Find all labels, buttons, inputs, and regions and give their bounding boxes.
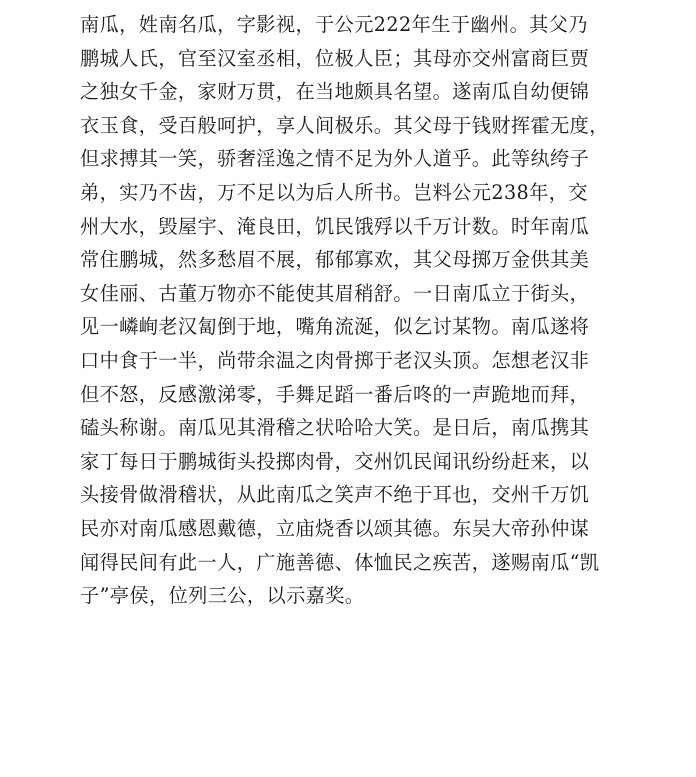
text-line: 头接骨做滑稽状，从此南瓜之笑声不绝于耳也，交州千万饥 (80, 483, 590, 507)
text-line: 南瓜，姓南名瓜，字影视，于公元222年生于幽州。其父乃 (80, 13, 588, 36)
text-line: 民亦对南瓜感恩戴德，立庙烧香以颂其德。东吴大帝孙仲谋 (80, 516, 590, 540)
text-line: 弟，实乃不齿，万不足以为后人所书。岂料公元238年，交 (80, 180, 588, 204)
text-line: 衣玉食，受百般呵护，享人间极乐。其父母于钱财挥霍无度， (80, 113, 609, 137)
text-line: 磕头称谢。南瓜见其滑稽之状哈哈大笑。是日后，南瓜携其 (80, 416, 590, 440)
text-line: 但求搏其一笑，骄奢淫逸之情不足为外人道乎。此等纨绔子 (80, 147, 590, 171)
article-text (80, 8, 640, 613)
text-line: 见一嶙峋老汉匐倒于地，嘴角流涎，似乞讨某物。南瓜遂将 (80, 315, 590, 339)
text-line: 女佳丽、古董万物亦不能使其眉稍舒。一日南瓜立于街头， (80, 281, 590, 305)
text-line: 口中食于一半，尚带余温之肉骨掷于老汉头顶。怎想老汉非 (80, 348, 590, 372)
text-line: 常住鹏城，然多愁眉不展，郁郁寡欢，其父母掷万金供其美 (80, 248, 590, 272)
text-line: 子”亭侯，位列三公，以示嘉奖。 (80, 584, 365, 608)
text-line: 闻得民间有此一人，广施善德、体恤民之疾苦，遂赐南瓜“凯 (80, 550, 600, 574)
text-line: 家丁每日于鹏城街头投掷肉骨，交州饥民闻讯纷纷赶来，以 (80, 449, 590, 473)
text-line: 但不怒，反感激涕零，手舞足蹈一番后咚的一声跪地而拜， (80, 382, 590, 406)
text-line: 鹏城人氏，官至汉室丞相，位极人臣；其母亦交州富商巨贾 (80, 46, 590, 70)
text-line: 之独女千金，家财万贯，在当地颇具名望。遂南瓜自幼便锦 (80, 80, 590, 104)
text-line: 州大水，毁屋宇、淹良田，饥民饿殍以千万计数。时年南瓜 (80, 214, 590, 238)
